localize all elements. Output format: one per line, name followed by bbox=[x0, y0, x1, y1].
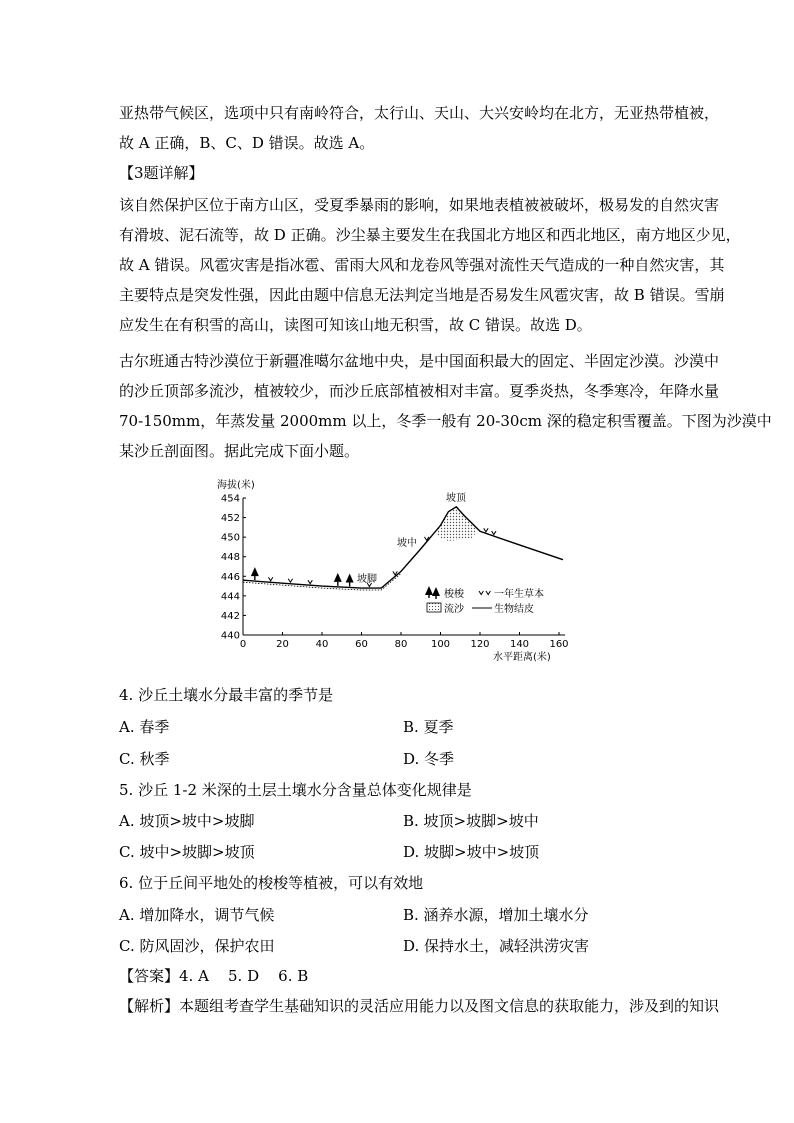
text-line: 某沙丘剖面图。据此完成下面小题。 bbox=[119, 442, 360, 460]
text-line: 70-150mm，年蒸发量 2000mm 以上，冬季一般有 20-30cm 深的稳定积雪覆盖。下图为沙漠中 bbox=[119, 412, 772, 430]
q4-option-b: B. 夏季 bbox=[403, 718, 454, 736]
x-tick-label: 40 bbox=[315, 639, 329, 650]
x-tick-label: 20 bbox=[276, 639, 289, 650]
q5-option-d: D. 坡脚>坡中>坡顶 bbox=[403, 843, 540, 861]
y-tick-label: 444 bbox=[220, 591, 240, 603]
y-tick-label: 448 bbox=[220, 552, 240, 564]
grass-marker bbox=[484, 528, 488, 532]
q5-option-b: B. 坡顶>坡脚>坡中 bbox=[403, 812, 539, 830]
grass-marker bbox=[308, 580, 312, 584]
text-line: 亚热带气候区，选项中只有南岭符合，太行山、天山、大兴安岭均在北方，无亚热带植被， bbox=[119, 104, 720, 122]
legend-grass: 一年生草本 bbox=[494, 589, 544, 600]
legend bbox=[425, 586, 544, 615]
question-5-stem: 5. 沙丘 1-2 米深的土层土壤水分含量总体变化规律是 bbox=[119, 781, 472, 799]
text-line: 的沙丘顶部多流沙，植被较少，而沙丘底部植被相对丰富。夏季炎热，冬季寒冷，年降水量 bbox=[119, 382, 720, 400]
x-tick-label: 120 bbox=[470, 639, 490, 650]
q5-option-a: A. 坡顶>坡中>坡脚 bbox=[119, 812, 255, 830]
section-heading-q3 bbox=[119, 158, 679, 188]
heading-text: 【3题详解】 bbox=[119, 164, 204, 182]
x-tick-label: 100 bbox=[430, 639, 451, 650]
q6-option-d: D. 保持水土，减轻洪涝灾害 bbox=[403, 937, 590, 955]
paragraph-answer-3-explanation bbox=[119, 190, 741, 340]
x-tick-label: 80 bbox=[394, 639, 408, 650]
grass-marker bbox=[268, 577, 272, 581]
answer-line: 【答案】4. A 5. D 6. B bbox=[119, 967, 309, 985]
text-line: 主要特点是突发性强，因此由题中信息无法判定当地是否易发生风雹灾害，故 B 错误。雪崩 bbox=[119, 286, 725, 304]
tree-marker bbox=[251, 567, 259, 580]
text-line: 应发生在有积雪的高山，读图可知该山地无积雪，故 C 错误。故选 D。 bbox=[119, 316, 592, 334]
y-tick-label: 450 bbox=[220, 532, 240, 544]
legend-crust: 生物结皮 bbox=[494, 604, 534, 615]
x-tick-label: 60 bbox=[355, 639, 368, 650]
text-line: 故 A 正确，B、C、D 错误。故选 A。 bbox=[119, 134, 375, 152]
q5-option-c: C. 坡中>坡脚>坡顶 bbox=[119, 843, 255, 861]
x-tick-label: 140 bbox=[509, 639, 530, 650]
tree-marker bbox=[334, 573, 342, 586]
y-tick-label: 440 bbox=[220, 630, 240, 642]
analysis-line: 【解析】本题组考查学生基础知识的灵活应用能力以及图文信息的获取能力，涉及到的知识 bbox=[119, 997, 720, 1015]
legend-tree: 梭梭 bbox=[444, 589, 464, 600]
label-dune-top: 坡顶 bbox=[446, 493, 466, 504]
question-6-stem: 6. 位于丘间平地处的梭梭等植被，可以有效地 bbox=[119, 874, 424, 892]
question-4-stem: 4. 沙丘土壤水分最丰富的季节是 bbox=[119, 686, 334, 704]
y-tick-label: 452 bbox=[220, 513, 240, 525]
q6-option-a: A. 增加降水，调节气候 bbox=[119, 906, 275, 924]
x-tick-label: 0 bbox=[239, 639, 247, 650]
y-tick-label: 446 bbox=[220, 571, 240, 583]
q4-option-c: C. 秋季 bbox=[119, 750, 170, 768]
q4-option-a: A. 春季 bbox=[119, 718, 170, 736]
q6-option-c: C. 防风固沙，保护农田 bbox=[119, 937, 275, 955]
y-tick-label: 454 bbox=[220, 493, 240, 505]
sand-swatch bbox=[427, 603, 441, 612]
text-line: 有滑坡、泥石流等，故 D 正确。沙尘暴主要发生在我国北方地区和西北地区，南方地区少见， bbox=[119, 226, 741, 244]
legend-sand: 流沙 bbox=[444, 604, 464, 615]
label-dune-foot: 坡脚 bbox=[357, 574, 377, 585]
dune-profile-chart bbox=[215, 476, 585, 666]
q4-option-d: D. 冬季 bbox=[403, 750, 455, 768]
y-axis-label: 海拔(米) bbox=[217, 480, 255, 491]
text-line: 古尔班通古特沙漠位于新疆准噶尔盆地中央，是中国面积最大的固定、半固定沙漠。沙漠中 bbox=[119, 352, 720, 370]
paragraph-material bbox=[119, 346, 772, 466]
y-tick-label: 442 bbox=[220, 610, 240, 622]
grass-marker bbox=[288, 579, 292, 583]
q6-option-b: B. 涵养水源，增加土壤水分 bbox=[403, 906, 589, 924]
tree-marker bbox=[346, 573, 354, 586]
paragraph-answer-2-explanation bbox=[119, 98, 720, 158]
x-axis-label: 水平距离(米) bbox=[493, 652, 551, 663]
x-tick-label: 160 bbox=[549, 639, 569, 650]
tree-icon bbox=[425, 586, 440, 599]
label-dune-mid: 坡中 bbox=[397, 538, 417, 549]
dune-profile-figure bbox=[215, 476, 585, 670]
grass-marker bbox=[492, 531, 496, 535]
text-line: 故 A 错误。风雹灾害是指冰雹、雷雨大风和龙卷风等强对流性天气造成的一种自然灾害，其 bbox=[119, 256, 725, 274]
text-line: 该自然保护区位于南方山区，受夏季暴雨的影响，如果地表植被被破坏，极易发的自然灾害 bbox=[119, 196, 720, 214]
grass-icon bbox=[479, 591, 490, 595]
